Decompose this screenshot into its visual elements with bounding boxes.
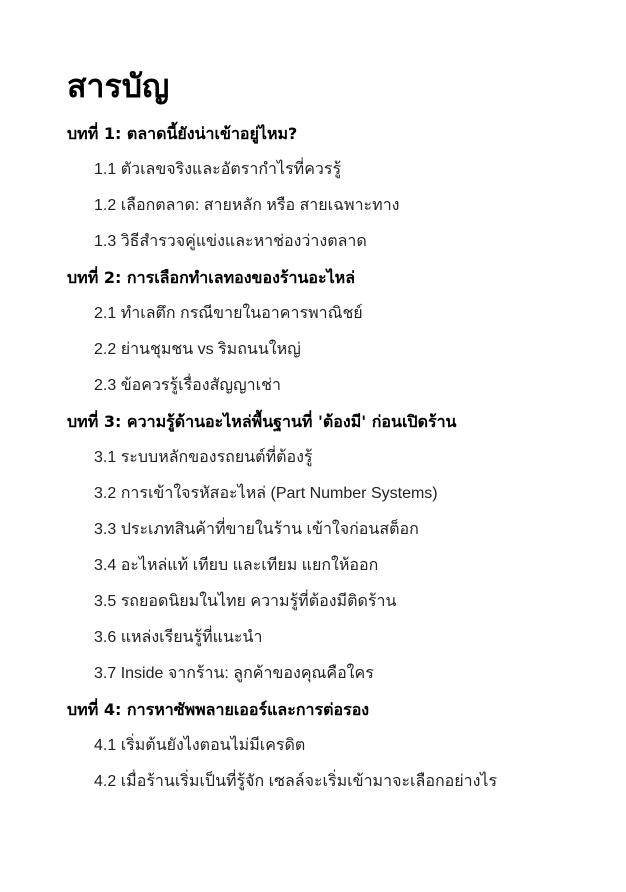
chapter-title: บทที่ 3: ความรู้ด้านอะไหล่พื้นฐานที่ 'ต้องมี' ก่อนเปิดร้าน [67, 412, 457, 431]
section-list [67, 296, 607, 404]
chapter-title: บทที่ 1: ตลาดนี้ยังน่าเข้าอยู่ไหม? [67, 124, 298, 143]
section-list [67, 152, 607, 260]
section-item: 1.2 เลือกตลาด: สายหลัก หรือ สายเฉพาะทาง [94, 197, 400, 214]
section-item: 3.4 อะไหล่แท้ เทียบ และเทียม แยกให้ออก [94, 557, 379, 574]
chapter-4 [67, 692, 607, 800]
table-of-contents [67, 116, 607, 800]
chapter-3 [67, 404, 607, 692]
chapter-title: บทที่ 2: การเลือกทำเลทองของร้านอะไหล่ [67, 268, 356, 287]
section-item: 3.5 รถยอดนิยมในไทย ความรู้ที่ต้องมีติดร้าน [94, 593, 397, 610]
chapter-1 [67, 116, 607, 260]
section-item: 1.3 วิธีสำรวจคู่แข่งและหาช่องว่างตลาด [94, 233, 367, 250]
section-item: 3.2 การเข้าใจรหัสอะไหล่ (Part Number Systems) [94, 485, 438, 502]
section-item: 3.7 Inside จากร้าน: ลูกค้าของคุณคือใคร [94, 665, 374, 682]
section-item: 3.1 ระบบหลักของรถยนต์ที่ต้องรู้ [94, 449, 313, 466]
section-item: 4.1 เริ่มต้นยังไงตอนไม่มีเครดิต [94, 737, 306, 754]
section-item: 2.3 ข้อควรรู้เรื่องสัญญาเช่า [94, 377, 281, 394]
chapter-title: บทที่ 4: การหาซัพพลายเออร์และการต่อรอง [67, 700, 370, 719]
chapter-2 [67, 260, 607, 404]
section-item: 3.3 ประเภทสินค้าที่ขายในร้าน เข้าใจก่อนสต็อก [94, 521, 419, 538]
section-list [67, 728, 607, 800]
section-item: 4.2 เมื่อร้านเริ่มเป็นที่รู้จัก เซลล์จะเริ่มเข้ามาจะเลือกอย่างไร [94, 773, 498, 790]
section-item: 2.1 ทำเลตึก กรณีขายในอาคารพาณิชย์ [94, 305, 363, 322]
section-item: 3.6 แหล่งเรียนรู้ที่แนะนำ [94, 629, 263, 646]
section-list [67, 440, 607, 692]
section-item: 1.1 ตัวเลขจริงและอัตรากำไรที่ควรรู้ [94, 161, 342, 178]
section-item: 2.2 ย่านชุมชน vs ริมถนนใหญ่ [94, 341, 301, 358]
page-title: สารบัญ [67, 67, 170, 105]
